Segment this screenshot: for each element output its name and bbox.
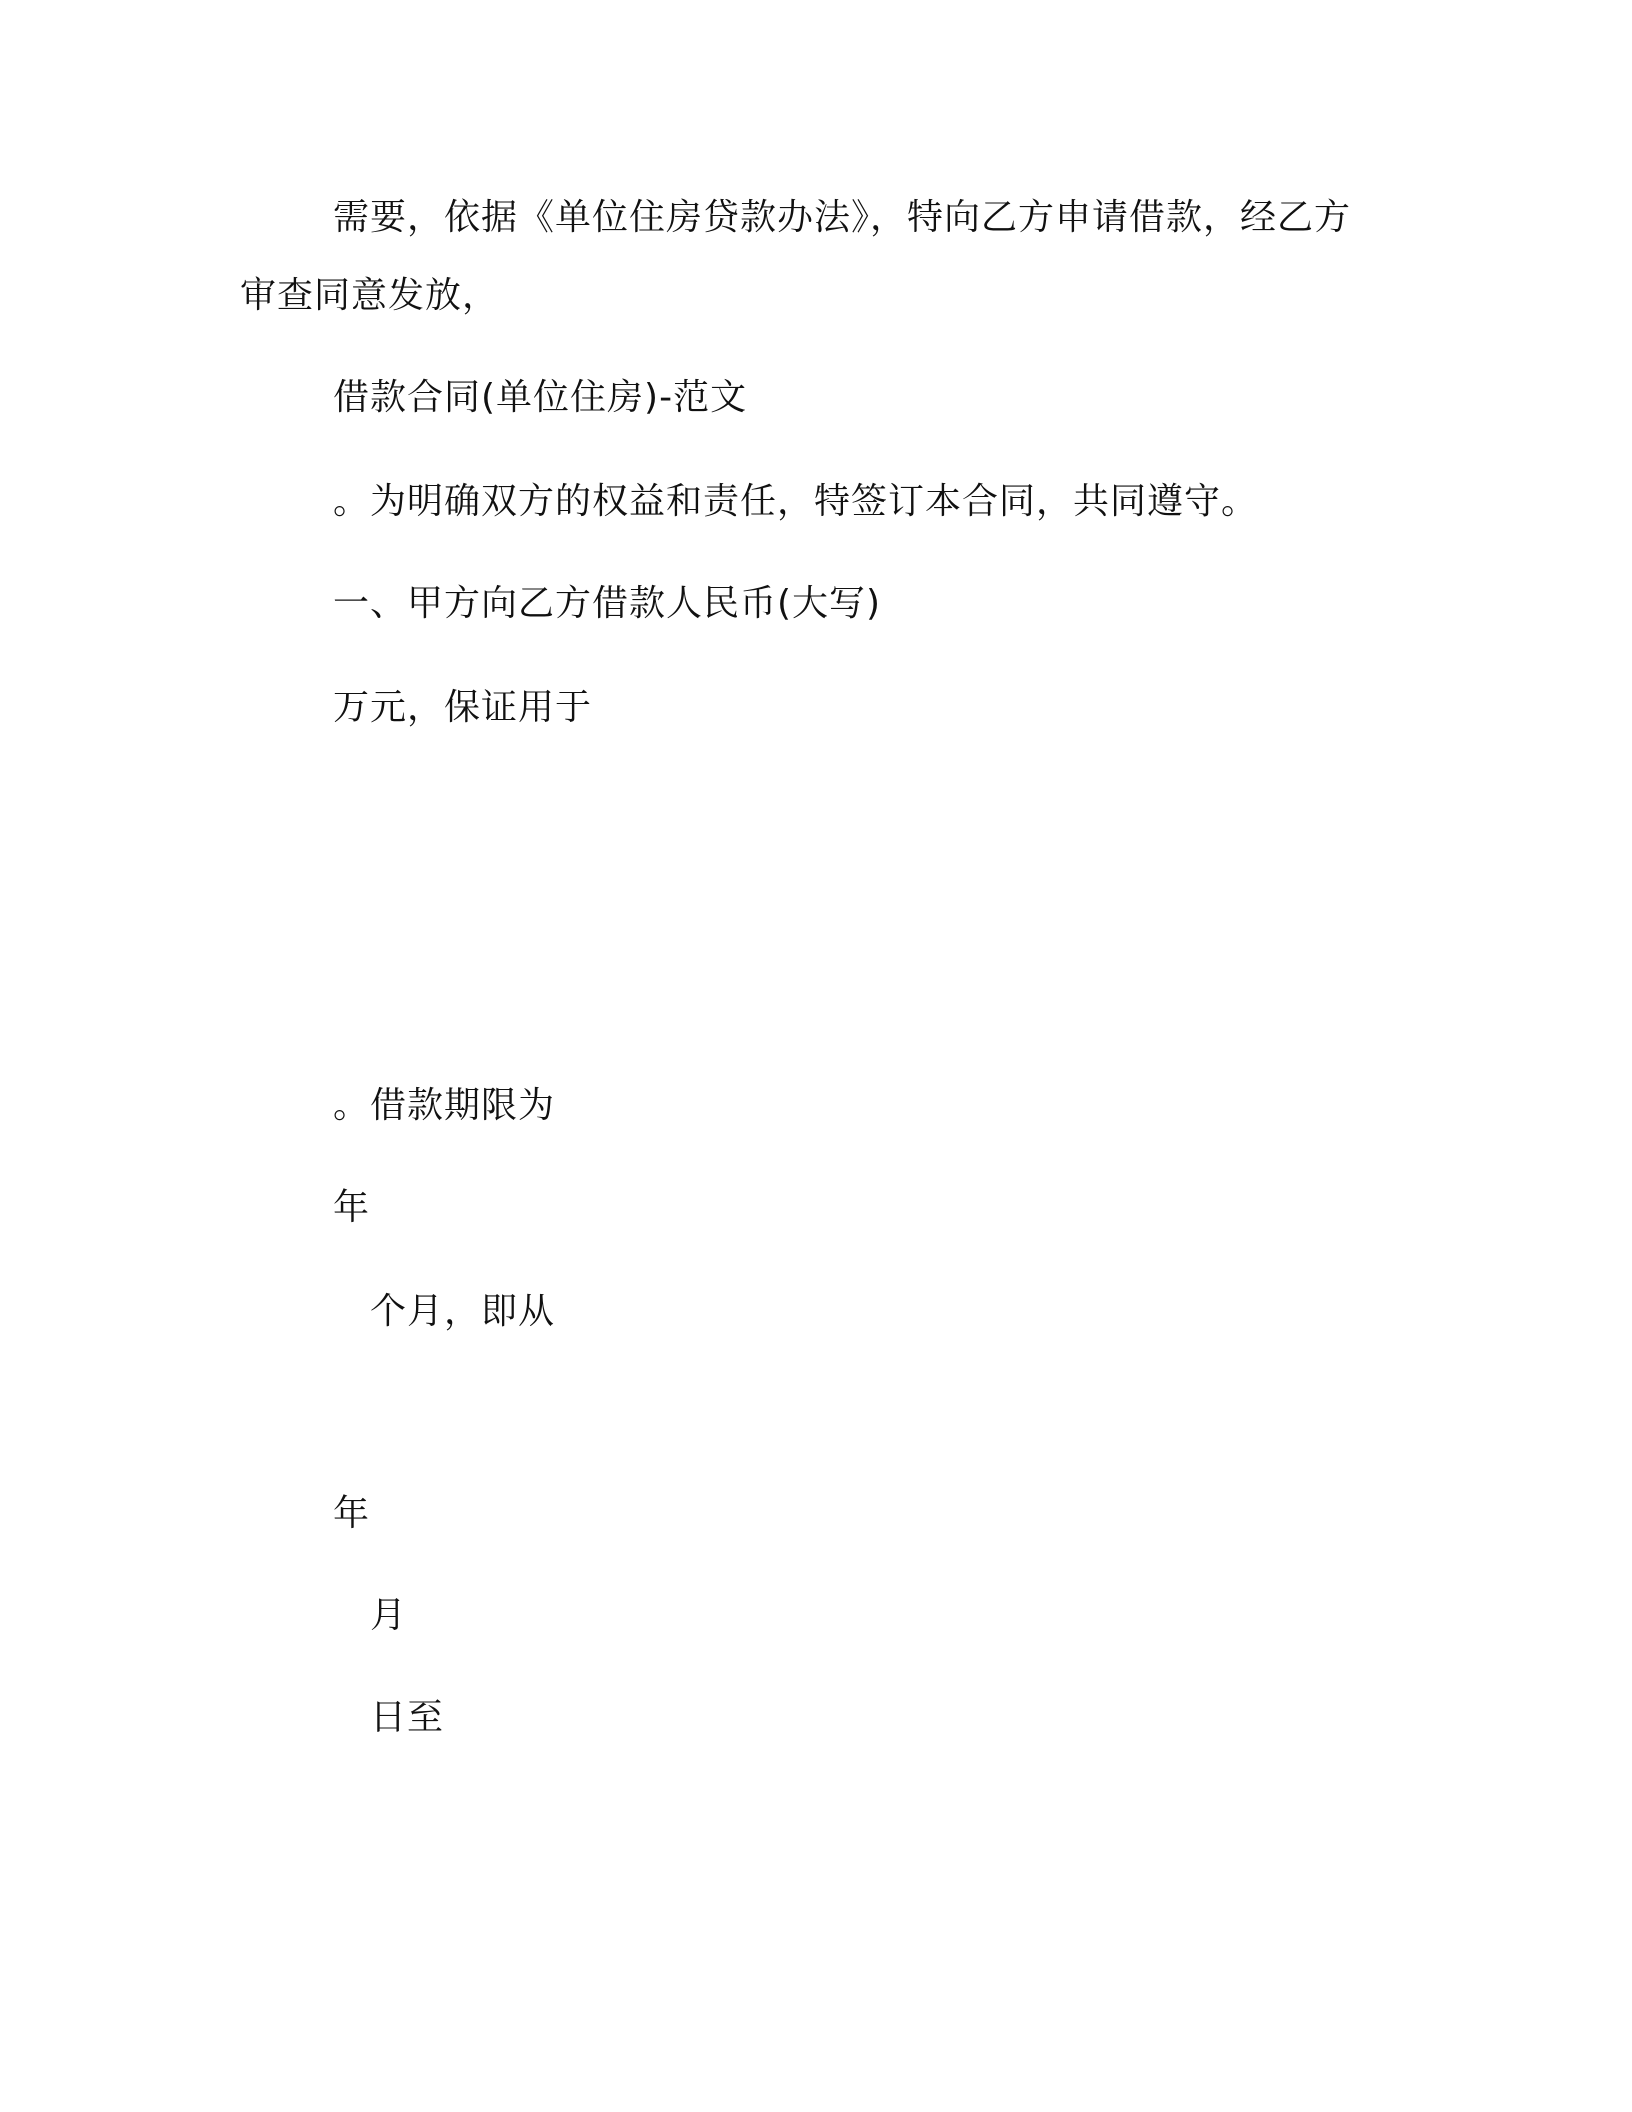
month-label: 月 bbox=[370, 1595, 408, 1636]
document-title-line: 借款合同(单位住房)-范文 bbox=[333, 377, 748, 418]
day-to-label: 日至 bbox=[370, 1697, 445, 1738]
clause-one-line: 一、甲方向乙方借款人民币(大写) bbox=[333, 583, 882, 624]
months-from-line: 个月，即从 bbox=[370, 1291, 556, 1332]
paragraph-line-application: 需要，依据《单位住房贷款办法》，特向乙方申请借款，经乙方 bbox=[333, 197, 1352, 238]
loan-term-line: 。借款期限为 bbox=[333, 1085, 556, 1126]
paragraph-line-purpose: 。为明确双方的权益和责任，特签订本合同，共同遵守。 bbox=[333, 481, 1259, 522]
year-label-2: 年 bbox=[333, 1493, 371, 1534]
year-label-1: 年 bbox=[333, 1187, 371, 1228]
paragraph-line-approval: 审查同意发放， bbox=[240, 275, 500, 316]
amount-usage-line: 万元，保证用于 bbox=[333, 687, 593, 728]
